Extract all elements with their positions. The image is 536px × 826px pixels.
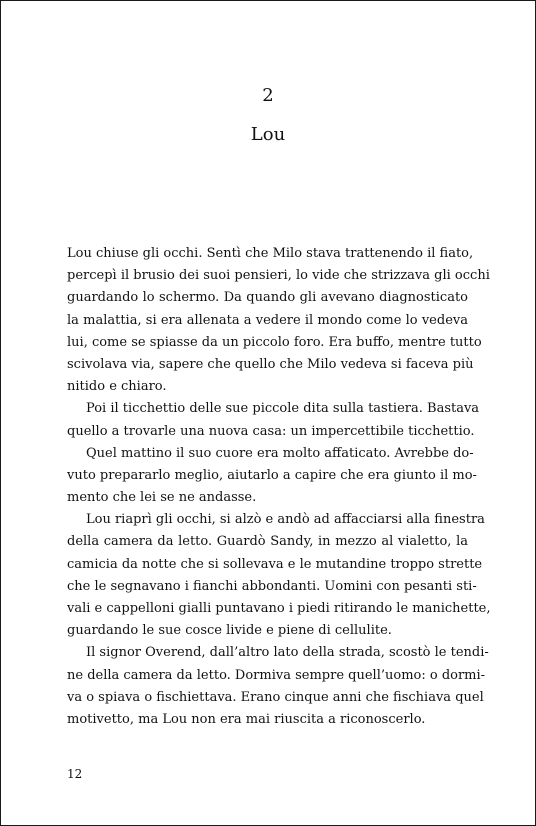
text-line: Quel mattino il suo cuore era molto affaticato. Avrebbe do-	[86, 445, 474, 461]
chapter-number: 2	[262, 85, 274, 106]
text-line: quello a trovarle una nuova casa: un impercettibile ticchettio.	[67, 423, 475, 439]
text-line: scivolava via, sapere che quello che Milo vedeva si faceva più	[67, 356, 474, 372]
text-line: che le segnavano i fianchi abbondanti. Uomini con pesanti sti-	[67, 578, 477, 594]
page-number: 12	[67, 767, 83, 781]
text-line: la malattia, si era allenata a vedere il mondo come lo vedeva	[67, 312, 468, 328]
text-line: guardando le sue cosce livide e piene di cellulite.	[67, 623, 392, 639]
text-line: Il signor Overend, dall’altro lato della strada, scostò le tendi-	[86, 645, 489, 661]
text-line: vali e cappelloni gialli puntavano i piedi ritirando le manichette,	[67, 601, 491, 616]
text-line: Poi il ticchettio delle sue piccole dita sulla tastiera. Bastava	[86, 401, 480, 417]
text-line: mento che lei se ne andasse.	[67, 490, 257, 506]
text-line: della camera da letto. Guardò Sandy, in mezzo al vialetto, la	[67, 534, 468, 550]
text-line: ne della camera da letto. Dormiva sempre quell’uomo: o dormi-	[67, 667, 486, 683]
text-line: guardando lo schermo. Da quando gli avevano diagnosticato	[67, 290, 468, 306]
text-line: Lou chiuse gli occhi. Sentì che Milo stava trattenendo il fiato,	[67, 246, 474, 261]
text-line: motivetto, ma Lou non era mai riuscita a riconoscerlo.	[67, 711, 426, 727]
chapter-title: Lou	[250, 124, 286, 145]
text-line: Lou riaprì gli occhi, si alzò e andò ad affacciarsi alla finestra	[86, 512, 485, 528]
text-line: percepì il brusio dei suoi pensieri, lo vide che strizzava gli occhi	[67, 268, 490, 284]
text-line: lui, come se spiasse da un piccolo foro. Era buffo, mentre tutto	[67, 334, 482, 350]
text-line: va o spiava o fischiettava. Erano cinque anni che fischiava quel	[67, 689, 484, 705]
text-line: camicia da notte che si sollevava e le mutandine troppo strette	[67, 556, 483, 572]
text-line: nitido e chiaro.	[67, 379, 167, 395]
chapter-body-text	[67, 243, 491, 731]
text-line: vuto prepararlo meglio, aiutarlo a capire che era giunto il mo-	[67, 467, 477, 483]
